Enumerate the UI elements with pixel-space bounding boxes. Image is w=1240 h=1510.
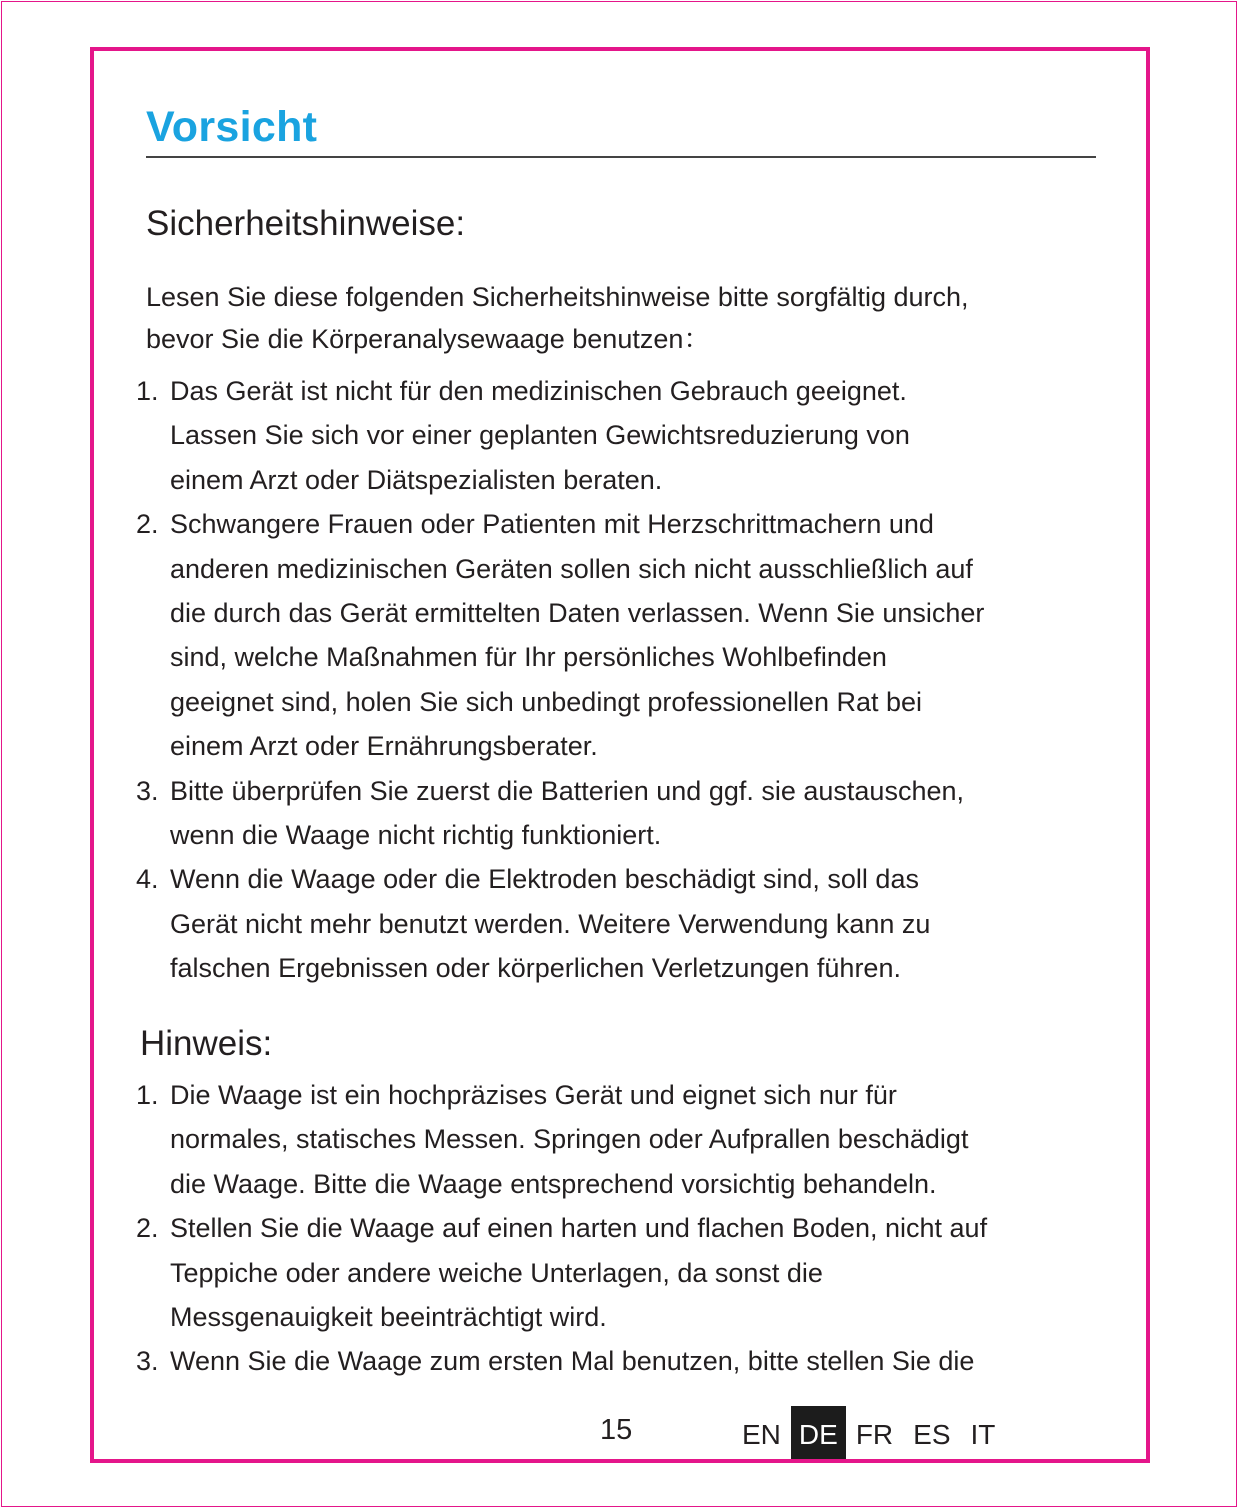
- list-number: 4.: [136, 864, 159, 895]
- list-number: 3.: [136, 775, 159, 806]
- list-number: 1.: [136, 1080, 159, 1110]
- safety-list: [136, 369, 1116, 991]
- note-item-1: [136, 1073, 1116, 1206]
- list-number: 2.: [136, 509, 159, 540]
- language-tabs: [732, 1406, 1005, 1459]
- note-item-2: [136, 1206, 1116, 1339]
- list-item-text: Das Gerät ist nicht für den medizinischen Gebrauch geeignet. Lassen Sie sich vor einer geplanten Gewichtsreduzierung von einem Arzt oder Diätspezialisten beraten.: [170, 376, 910, 495]
- safety-item-3: [136, 769, 1116, 858]
- title-divider: [146, 156, 1096, 158]
- list-number: 2.: [136, 1213, 159, 1244]
- language-tab-en[interactable]: EN: [742, 1419, 781, 1450]
- safety-item-2: [136, 502, 1116, 768]
- language-tab-it[interactable]: IT: [970, 1419, 996, 1450]
- language-tab-de[interactable]: DE: [791, 1406, 846, 1459]
- list-item-text: Stellen Sie die Waage auf einen harten und flachen Boden, nicht auf Teppiche oder andere weiche Unterlagen, da sonst die Messgenauigkeit beeinträchtigt wird.: [170, 1213, 988, 1333]
- list-item-text: Die Waage ist ein hochpräzises Gerät und eignet sich nur für normales, statisches Messen. Springen oder Aufprallen beschädigt die Waage. Bitte die Waage entsprechend vorsichtig behandeln.: [170, 1080, 969, 1199]
- safety-heading: Sicherheitshinweise:: [146, 204, 466, 243]
- safety-intro: Lesen Sie diese folgenden Sicherheitshinweise bitte sorgfältig durch, bevor Sie die Körperanalysewaage benutzen：: [146, 282, 969, 354]
- language-tab-fr[interactable]: FR: [855, 1419, 894, 1450]
- note-item-3: [136, 1339, 1116, 1383]
- note-heading: Hinweis:: [140, 1024, 273, 1063]
- note-list: [136, 1073, 1116, 1384]
- list-number: 3.: [136, 1346, 159, 1377]
- list-item-text: Bitte überprüfen Sie zuerst die Batterien und ggf. sie austauschen, wenn die Waage nicht richtig funktioniert.: [170, 775, 964, 851]
- list-number: 1.: [136, 376, 159, 406]
- safety-item-4: [136, 857, 1116, 990]
- safety-item-1: [136, 369, 1116, 502]
- list-item-text: Schwangere Frauen oder Patienten mit Herzschrittmachern und anderen medizinischen Geräten sollen sich nicht ausschließlich auf die durch das Gerät ermittelten Daten verlassen. Wenn Sie unsicher sind, welche Maßnahmen für Ihr persönliches Wohlbefinden geeignet sind, holen Sie sich unbedingt professionellen Rat bei einem Arzt oder Ernährungsberater.: [170, 509, 985, 762]
- page-number: 15: [600, 1414, 633, 1446]
- list-item-text: Wenn Sie die Waage zum ersten Mal benutzen, bitte stellen Sie die: [170, 1346, 975, 1377]
- language-tab-es[interactable]: ES: [913, 1419, 951, 1450]
- page-title: Vorsicht: [146, 103, 318, 151]
- list-item-text: Wenn die Waage oder die Elektroden beschädigt sind, soll das Gerät nicht mehr benutzt werden. Weitere Verwendung kann zu falschen Ergebnissen oder körperlichen Verletzungen führen.: [170, 864, 931, 984]
